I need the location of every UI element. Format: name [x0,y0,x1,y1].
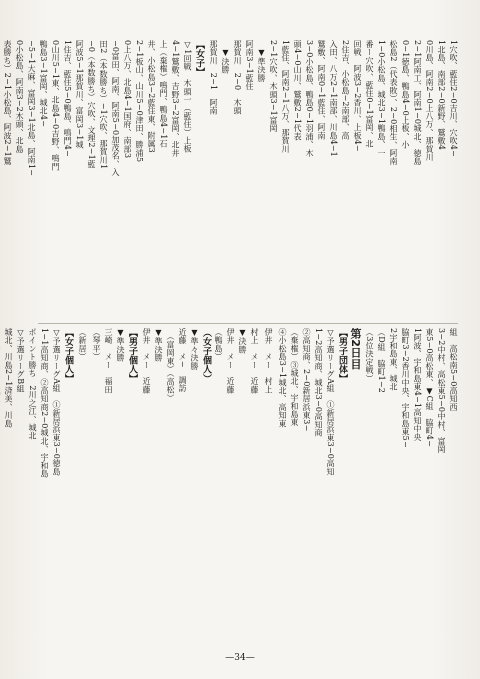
text-column: 阿波5−1那賀川、富岡3−1城 [75,40,84,149]
text-column: ④小松島3−1城北、高知東 [278,328,287,428]
text-column: 番ー穴吹、藍住0−1富岡、北 [365,40,374,148]
text-column: ポイント勝ち 2川之江、城北 [28,328,37,440]
top-text-block [3,40,458,320]
text-column: 1藍住、阿南2−1八万、那賀川 [281,40,290,153]
text-column: 那賀川 2−0 木頭 [233,40,242,115]
text-column: 第2日目 [349,328,362,370]
text-column: 【女子】 [194,40,204,77]
text-column: 三崎 メー 福田 [104,328,113,394]
text-column: 2−1阿南工、阿南1−0城北、徳島 [413,40,422,166]
text-column: 伊井 メー 近藤 [142,328,151,394]
text-column: 【男子団体】 [337,328,347,384]
text-column: 0−1徳島、鴨島4−0上板、小 [401,40,410,149]
text-column: 回戦 阿波3−2香川、上板4− [353,40,362,152]
text-column: 1−1高知商、②高知商2−0城北、宇和島 [40,328,49,478]
text-column: 2宇和島東、城北 [389,328,398,391]
text-column: 鷲敷、阿南0−1藍住、阿南 [317,40,326,140]
text-column: 3−2中村、高松東5−0中村、富岡 [437,328,446,454]
text-column: 【女子個人】 [63,328,73,384]
text-column: −5−1大麻、富岡3−1北島、阿南1− [27,40,36,177]
text-column: 2−1板山、山川5−0津田、勝浦5 [135,40,144,163]
text-column: 0山川5−1東、北島4−0吉野、鳴門 [51,40,60,171]
text-column: （女子個人） [201,328,211,384]
text-column: 松島2（代表敗）、2−0相生、阿南 [389,40,398,166]
text-column: （鴨島） [214,328,223,361]
text-column: ▽予選リーグA組 ①新居浜東3−0徳島 [52,328,61,476]
text-column: 近藤 メ− 調訪 [178,328,187,393]
text-column: 組 高松南5−0高知西 [449,328,458,412]
text-column: 城北、川島2−1済美、川島 [4,328,13,428]
text-column: −0富田、阿南、阿南5−0加茂名、入 [111,40,120,177]
text-column: ▼準決勝 [257,40,266,82]
text-column: 3−0小松島、鴨島0−1羽浦、木 [305,40,314,157]
text-column: 4−1鷲敷、吉野3−2富岡、北井 [171,40,180,157]
text-column: 田2（本数勝ち）−1穴吹、那賀川1 [99,40,108,170]
text-column: ▽1回戦 木頭一（藍住）上板 [183,40,192,153]
text-column: ▼決勝 [221,40,230,74]
text-column: 0川島、阿南2−0上八万、那賀川 [425,40,434,162]
text-column: ▼決勝 [238,328,247,354]
text-column: 脇町3−2香川中央、宇和島東5− [401,328,410,448]
bottom-text-block [4,328,458,628]
text-column: ▼準決勝 [116,328,125,362]
text-column: （3位決定戦） [365,328,374,383]
text-column: 鴨島3−1富岡、城北4− [39,40,48,128]
text-column: 1住吉、藍住5−0鴨島、鳴門4− [63,40,72,157]
text-column: 井、小松島3−2藍住東、附属3 [147,40,156,153]
text-column: 東5−0高松東、▼C組 脇町4− [425,328,434,447]
text-column: （D組 脇町1−2 [377,328,386,394]
text-column: 1穴吹、藍住2−0吉川、穴吹4− [449,40,458,157]
text-column: 入田、八万2−1南部、川島4−1 [329,40,338,157]
text-column: ▼準決勝 [154,328,163,362]
text-column: 2−1穴吹、木頭3−1富岡 [269,40,278,133]
text-column: （棄権）③城北、宇和島東 [290,328,299,427]
section-divider [38,323,458,324]
text-column: （琴平） [92,328,101,361]
text-column: 1−2高知商、城北3−0高知商 [314,328,323,437]
text-column: （富岡東）（高松） [166,328,175,402]
text-column: ▼準々決勝 [190,328,199,370]
text-column: 0小松島、阿南3−2木頭、北島 [15,40,24,153]
text-column: 頭4−0山川、鷲敷2−1代表 [293,40,302,141]
text-column: 1北島、南部2−0新野、鷲敷4 [437,40,446,151]
text-column: 上（棄権）鳴門、鴨島4−1石 [159,40,168,148]
text-column: 1阿波、宇和島東4−1高知中央 [413,328,422,441]
text-column: ②高知商、2−0新居浜東3− [302,328,311,432]
text-column: 伊井 メー 近藤 [226,328,235,394]
text-column: ▽予選リーグA組 ①新居浜東3−0高知 [326,328,335,476]
text-column: 阿南3−1藍住 [245,40,254,91]
text-column: 2住吉、小松島−2南部、高 [341,40,350,140]
text-column: 【男子個人】 [127,328,137,384]
text-column: （新居） [78,328,87,361]
text-column [0,328,1,628]
text-column: 那賀川 2−1 阿南 [209,40,218,115]
text-column: 表勝ち）2−1小松島、阿波2−1鷲 [3,40,12,166]
text-column: ▽予選リーグB組 [16,328,25,393]
text-column: −0（本数勝ち）穴吹、文理2−1藍 [87,40,96,169]
text-column: 村上 メー 近藤 [250,328,259,394]
text-column: 伊井 メー 村上 [264,328,273,394]
text-column: 1−0小松島、城北3−1鴨島、一 [377,40,386,157]
page-number: —34— [225,653,255,663]
text-column: 0上八万、北島4−1国府、南部3 [123,40,132,159]
